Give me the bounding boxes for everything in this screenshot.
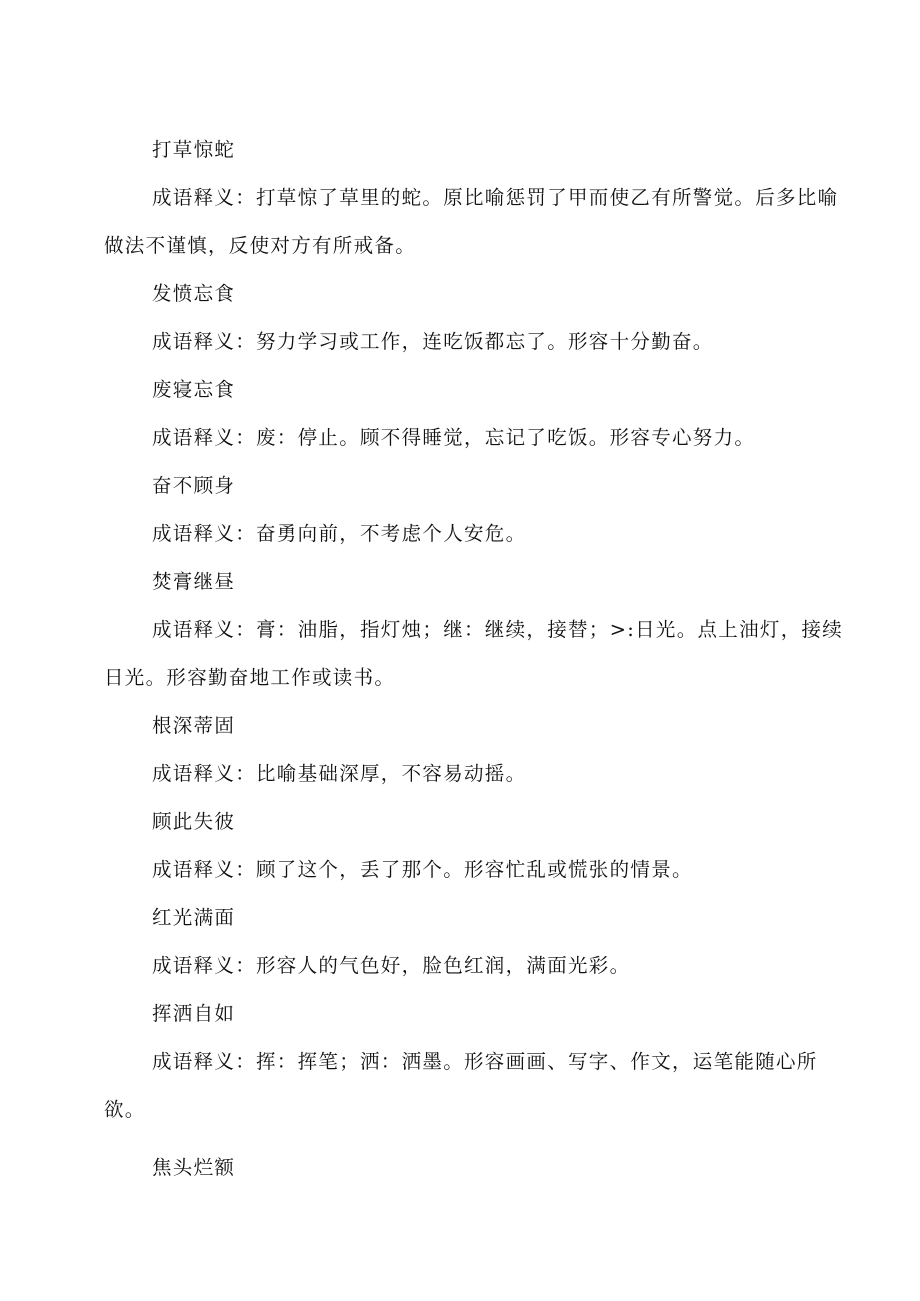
idiom-title: 根深蒂固 xyxy=(152,714,236,737)
idiom-definition: 成语释义：膏：油脂，指灯烛；继：继续，接替；>:日光。点上油灯，接续 xyxy=(152,618,844,641)
idiom-title: 废寝忘食 xyxy=(152,378,236,401)
idiom-title: 挥洒自如 xyxy=(152,1002,236,1025)
idiom-definition: 成语释义：形容人的气色好，脸色红润，满面光彩。 xyxy=(152,954,631,977)
idiom-title: 焦头烂额 xyxy=(152,1156,236,1179)
idiom-title: 顾此失彼 xyxy=(152,810,236,833)
idiom-definition-continuation: 日光。形容勤奋地工作或读书。 xyxy=(104,666,396,689)
idiom-title: 打草惊蛇 xyxy=(152,138,236,161)
idiom-definition: 成语释义：打草惊了草里的蛇。原比喻惩罚了甲而使乙有所警觉。后多比喻 xyxy=(152,186,839,209)
idiom-definition-continuation: 做法不谨慎，反使对方有所戒备。 xyxy=(104,234,417,257)
idiom-title: 奋不顾身 xyxy=(152,474,236,497)
idiom-definition: 成语释义：奋勇向前，不考虑个人安危。 xyxy=(152,522,527,545)
idiom-title: 焚膏继昼 xyxy=(152,570,236,593)
idiom-definition-continuation: 欲。 xyxy=(104,1098,146,1121)
idiom-definition: 成语释义：顾了这个，丢了那个。形容忙乱或慌张的情景。 xyxy=(152,858,693,881)
idiom-definition: 成语释义：比喻基础深厚，不容易动摇。 xyxy=(152,762,527,785)
idiom-definition: 成语释义：挥：挥笔；洒：洒墨。形容画画、写字、作文，运笔能随心所 xyxy=(152,1050,818,1073)
idiom-list xyxy=(104,126,844,1192)
idiom-definition: 成语释义：努力学习或工作，连吃饭都忘了。形容十分勤奋。 xyxy=(152,330,714,353)
idiom-title: 红光满面 xyxy=(152,906,236,929)
idiom-title: 发愤忘食 xyxy=(152,282,236,305)
idiom-definition: 成语释义：废：停止。顾不得睡觉，忘记了吃饭。形容专心努力。 xyxy=(152,426,756,449)
